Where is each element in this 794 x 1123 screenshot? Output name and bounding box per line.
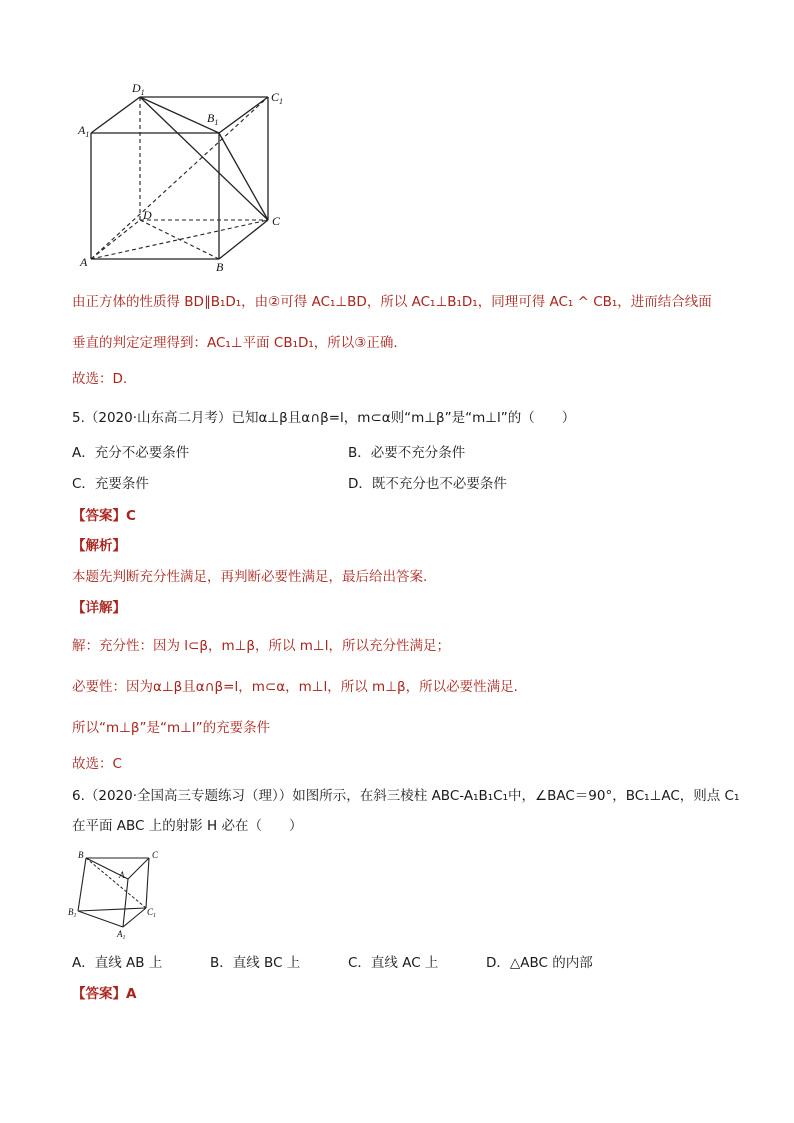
q6-stem-2: 在平面 ABC 上的射影 H 必在（ ）	[72, 818, 303, 834]
q5-option-a: A．充分不必要条件	[72, 445, 190, 461]
q5-detail-2: 必要性：因为α⊥β且α∩β=l，m⊂α，m⊥l，所以 m⊥β，所以必要性满足.	[72, 679, 518, 695]
q6-answer: 【答案】A	[72, 986, 137, 1002]
prism-label-C: C	[152, 850, 159, 860]
q5-answer: 【答案】C	[72, 508, 136, 524]
prism-label-C1: $C_1$	[147, 907, 157, 919]
prism-figure	[0, 845, 794, 955]
solution4-line1: 由正方体的性质得 BD∥B₁D₁，由②可得 AC₁⊥BD，所以 AC₁⊥B₁D₁，同理可得 AC₁ ^ CB₁，进而结合线面	[72, 294, 712, 310]
label-C: C	[272, 214, 281, 228]
q5-detail-3: 所以“m⊥β”是“m⊥l”的充要条件	[72, 720, 271, 736]
q5-option-d: D．既不充分也不必要条件	[348, 476, 507, 492]
q5-option-c: C．充要条件	[72, 476, 149, 492]
label-D: D	[143, 208, 152, 222]
q5-option-b: B．必要不充分条件	[348, 445, 466, 461]
prism-label-A1: $A_1$	[117, 929, 126, 941]
q5-analysis: 本题先判断充分性满足，再判断必要性满足，最后给出答案.	[72, 569, 428, 585]
prism-label-A: A	[119, 870, 125, 880]
label-A1: $A_1$	[78, 123, 90, 139]
q6-option-a: A．直线 AB 上	[72, 955, 163, 971]
q5-detail-tag: 【详解】	[72, 600, 126, 616]
solution4-choice: 故选：D.	[72, 371, 128, 387]
q6-option-b: B．直线 BC 上	[210, 955, 301, 971]
cube-figure	[0, 0, 794, 290]
q5-analysis-tag: 【解析】	[72, 538, 126, 554]
q6-option-c: C．直线 AC 上	[348, 955, 439, 971]
label-C1: $C_1$	[271, 90, 284, 106]
label-B: B	[216, 260, 224, 274]
prism-label-B1: $B_1$	[68, 907, 77, 919]
label-A: A	[80, 255, 88, 269]
q5-stem: 5.（2020·山东高二月考）已知α⊥β且α∩β=l，m⊂α则“m⊥β”是“m⊥l”的（ ）	[72, 410, 576, 426]
prism-label-B: B	[78, 850, 84, 860]
label-D1: $D_1$	[132, 81, 145, 97]
label-B1: $B_1$	[207, 111, 219, 127]
q6-option-d: D．△ABC 的内部	[486, 955, 593, 971]
q5-choice: 故选：C	[72, 756, 122, 772]
solution4-line2: 垂直的判定定理得到：AC₁⊥平面 CB₁D₁，所以③正确.	[72, 335, 398, 351]
q6-stem-1: 6.（2020·全国高三专题练习（理））如图所示，在斜三棱柱 ABC-A₁B₁C₁中，∠BAC＝90°，BC₁⊥AC，则点 C₁	[72, 788, 740, 804]
q5-detail-1: 解：充分性：因为 l⊂β，m⊥β，所以 m⊥l，所以充分性满足；	[72, 638, 450, 654]
